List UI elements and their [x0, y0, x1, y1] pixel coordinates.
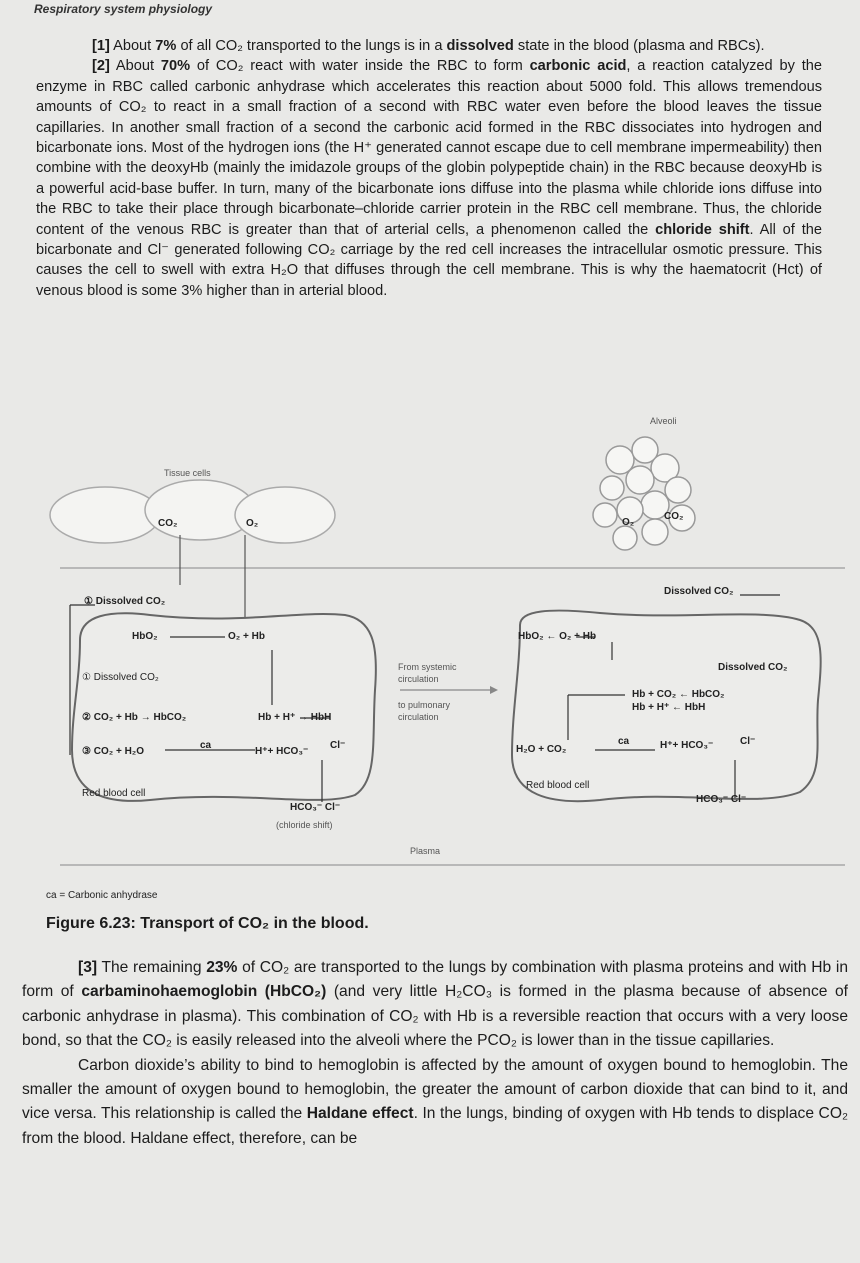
- p4-end: . In the lungs, binding of oxygen with Hb tends to displace CO₂ from the blood. Haldane effect, therefore, can be: [22, 1105, 849, 1147]
- p2-chloride-shift: chloride shift: [655, 221, 750, 238]
- h-hco3-right: H⁺+ HCO₃⁻: [660, 740, 714, 751]
- p2-label: [2]: [92, 58, 110, 75]
- step-dissolved-left: ① Dissolved CO₂: [82, 672, 159, 683]
- p3-carbaminohaemoglobin: carbaminohaemoglobin (HbCO₂): [81, 983, 327, 1001]
- hb-co2-right: Hb + CO₂ ← HbCO₂: [632, 689, 725, 700]
- circulation-label-2: circulation: [398, 712, 439, 722]
- paragraph-1: [36, 36, 822, 56]
- figure-caption: Figure 6.23: Transport of CO₂ in the blood.: [46, 915, 369, 932]
- p1-percent: 7%: [155, 38, 177, 54]
- ca-right: ca: [618, 736, 630, 747]
- tissue-cells-drawing: [50, 480, 335, 543]
- cl-right: Cl⁻: [740, 736, 756, 747]
- figure-drawing: [0, 410, 860, 900]
- ca-legend: ca = Carbonic anhydrase: [46, 890, 158, 901]
- o2-hb-left: O₂ + Hb: [228, 631, 265, 642]
- paragraph-2: [36, 56, 822, 301]
- p1-post: state in the blood (plasma and RBCs).: [513, 38, 765, 54]
- rbc-label-right: Red blood cell: [526, 780, 590, 791]
- paragraph-3: [22, 956, 848, 1054]
- h2o-co2-right: H₂O + CO₂: [516, 744, 567, 755]
- circulation-label-1: circulation: [398, 674, 439, 684]
- co2-tissue-label: CO₂: [158, 518, 178, 529]
- to-pulmonary-label: to pulmonary: [398, 700, 451, 710]
- ca-left: ca: [200, 740, 212, 751]
- p1-bold: dissolved: [446, 38, 514, 54]
- p4-haldane-effect: Haldane effect: [306, 1105, 414, 1123]
- p2-mid: of CO₂ react with water inside the RBC to form: [190, 58, 530, 75]
- cl-left: Cl⁻: [330, 740, 346, 751]
- p2-carbonic-acid: carbonic acid: [529, 58, 627, 75]
- chloride-shift-label: (chloride shift): [276, 820, 333, 830]
- running-header: Respiratory system physiology: [34, 2, 213, 16]
- hco3-cl-right: HCO₃⁻ Cl⁻: [696, 794, 747, 805]
- hbo2-right: HbO₂ ← O₂ + Hb: [518, 631, 597, 642]
- o2-alveoli-label: O₂: [622, 517, 635, 528]
- left-rbc-outline: [72, 613, 376, 801]
- co2-transport-figure: [0, 410, 860, 900]
- step-co2-h2o-left: ③ CO₂ + H₂O: [82, 746, 145, 757]
- rbc-label-left: Red blood cell: [82, 788, 146, 799]
- paragraph-4: [22, 1054, 848, 1152]
- dissolved-co2-top-left: ① Dissolved CO₂: [84, 596, 166, 607]
- h-hco3-left: H⁺+ HCO₃⁻: [255, 746, 309, 757]
- p1-label: [1]: [92, 38, 110, 54]
- o2-tissue-label: O₂: [246, 518, 259, 529]
- p1-pre: About: [109, 38, 156, 54]
- hb-h-hbh-left: Hb + H⁺ → HbH: [258, 712, 332, 723]
- dissolved-co2-right: Dissolved CO₂: [718, 662, 788, 673]
- continuation-text: [22, 956, 848, 1151]
- p3-mid: of CO₂ are transported to the lungs by combination with plasma proteins and with Hb in form of: [22, 959, 849, 1001]
- p3-end: (and very little H₂CO₃ is formed in the plasma because of absence of carbonic anhydrase in plasma). This combination of CO₂ with Hb is a reversible reaction that occurs with a very loose bond, so that the CO₂ is easily released into the alveoli where the PCO₂ is lower than in the tissue capillaries.: [22, 983, 848, 1050]
- p3-pre: The remaining: [97, 959, 207, 976]
- p4-pre: Carbon dioxide’s ability to bind to hemoglobin is affected by the amount of oxygen bound to hemoglobin. The smaller the amount of oxygen bound to hemoglobin, the greater the amount of carbon dioxide that can bind to it, and vice versa. This relationship is called the: [22, 1056, 848, 1123]
- plasma-label: Plasma: [410, 846, 441, 856]
- alveoli-drawing: [593, 437, 695, 550]
- hb-h-right: Hb + H⁺ ← HbH: [632, 702, 706, 713]
- hco3-cl-left: HCO₃⁻ Cl⁻: [290, 802, 341, 813]
- p2-pre: About: [109, 58, 161, 75]
- intro-text: [36, 36, 822, 301]
- p2-end: . All of the bicarbonate and Cl⁻ generated following CO₂ carriage by the red cell increases the intracellular osmotic pressure. This causes the cell to swell with extra H₂O that diffuses through the cell membrane. This is why the haematocrit (Hct) of venous blood is some 3% higher than in arterial blood.: [36, 221, 822, 299]
- p2-body: , a reaction catalyzed by the enzyme in RBC called carbonic anhydrase which accelerates this reaction about 5000 fold. This allows tremendous amounts of CO₂ to react in a small fraction of a second with RBC water even before the blood leaves the tissue capillaries. In another small fraction of a second the carbonic acid formed in the RBC dissociates into hydrogen and bicarbonate ions. Most of the hydrogen ions (the H⁺ generated cannot escape due to cell membrane impermeability) then combine with the deoxyHb (mainly the imidazole groups of the globin polypeptide chain) in the RBC because deoxyHb is a powerful acid-base buffer. In turn, many of the bicarbonate ions diffuse into the plasma while chloride ions diffuse into the RBC to take their place through bicarbonate–chloride carrier protein in the RBC cell membrane. Thus, the chloride content of the venous RBC is greater than that of arterial cells, a phenomenon called the: [36, 58, 822, 238]
- co2-alveoli-label: CO₂: [664, 511, 684, 522]
- p3-label: [3]: [78, 959, 98, 976]
- alveoli-label: Alveoli: [650, 416, 677, 426]
- p1-mid: of all CO₂ transported to the lungs is in a: [176, 38, 447, 54]
- hbo2-left: HbO₂: [132, 631, 158, 642]
- p3-percent: 23%: [206, 959, 238, 976]
- tissue-cells-label: Tissue cells: [164, 468, 211, 478]
- step-hbco2-left: ② CO₂ + Hb → HbCO₂: [82, 712, 187, 723]
- p2-percent: 70%: [160, 58, 191, 75]
- from-systemic-label: From systemic: [398, 662, 457, 672]
- dissolved-co2-top-right: Dissolved CO₂: [664, 586, 734, 597]
